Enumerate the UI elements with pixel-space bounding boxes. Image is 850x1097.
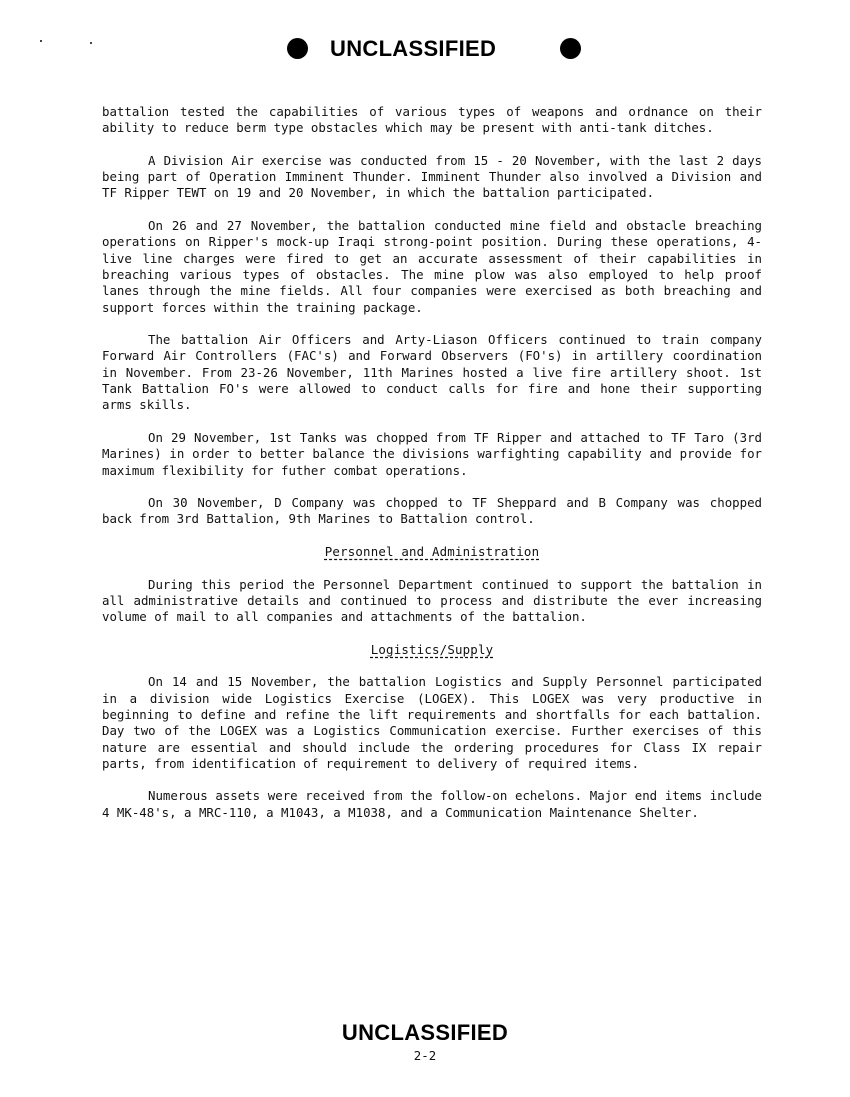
section-heading-logistics: Logistics/Supply xyxy=(370,641,494,657)
header-classification-marking: UNCLASSIFIED xyxy=(330,36,497,61)
paragraph-weapons-testing: battalion tested the capabilities of various types of weapons and ordnance on their ability to reduce berm type obstacles which may be present with anti-tank ditches. xyxy=(102,104,762,136)
paragraph-division-air-exercise: A Division Air exercise was conducted from 15 - 20 November, with the last 2 days being part of Operation Imminent Thunder. Imminent Thunder also involved a Division and TF Ripper TEWT on 19 and 20 November, in which the battalion participated. xyxy=(102,152,762,201)
classification-dot-left xyxy=(287,38,308,59)
footer-classification-marking: UNCLASSIFIED xyxy=(341,1020,509,1045)
paragraph-air-officers: The battalion Air Officers and Arty-Liason Officers continued to train company Forward Air Controllers (FAC's) and Forward Observers (FO's) in artillery coordination in November. From 23-26 November, 11th Marines hosted a live fire artillery shoot. 1st Tank Battalion FO's were allowed to conduct calls for fire and hone their supporting arms skills. xyxy=(102,332,762,413)
paragraph-1st-tanks-chopped: On 29 November, 1st Tanks was chopped from TF Ripper and attached to TF Taro (3rd Marines) in order to better balance the divisions warfighting capability and provide for maximum flexibility for futher combat operations. xyxy=(102,429,762,478)
paragraph-assets-received: Numerous assets were received from the follow-on echelons. Major end items include 4 MK-48's, a MRC-110, a M1043, a M1038, and a Communication Maintenance Shelter. xyxy=(102,788,762,820)
paragraph-d-company-chopped: On 30 November, D Company was chopped to TF Sheppard and B Company was chopped back from 3rd Battalion, 9th Marines to Battalion control. xyxy=(102,495,762,527)
paragraph-logex: On 14 and 15 November, the battalion Logistics and Supply Personnel participated in a division wide Logistics Exercise (LOGEX). This LOGEX was very productive in beginning to define and refine the lift requirements and shortfalls for each battalion. Day two of the LOGEX was a Logistics Communication exercise. Further exercises of this nature are essential and should include the ordering procedures for Class IX repair parts, from identification of requirement to delivery of required items. xyxy=(102,674,762,771)
paragraph-breaching-operations: On 26 and 27 November, the battalion conducted mine field and obstacle breaching operations on Ripper's mock-up Iraqi strong-point position. During these operations, 4-live line charges were fired to get an accurate assessment of their capabilities in breaching various types of obstacles. The mine plow was also employed to help proof lanes through the mine fields. All four companies were exercised as both breaching and support forces within the training package. xyxy=(102,218,762,315)
scan-speck xyxy=(90,42,92,44)
scan-speck xyxy=(40,40,42,42)
document-body xyxy=(102,104,762,837)
page-header xyxy=(0,30,850,70)
page-number: 2-2 xyxy=(413,1048,437,1063)
paragraph-personnel: During this period the Personnel Department continued to support the battalion in all administrative details and continued to process and distribute the ever increasing volume of mail to all companies and attachments of the battalion. xyxy=(102,576,762,625)
classification-dot-right xyxy=(560,38,581,59)
section-heading-personnel: Personnel and Administration xyxy=(324,544,540,560)
